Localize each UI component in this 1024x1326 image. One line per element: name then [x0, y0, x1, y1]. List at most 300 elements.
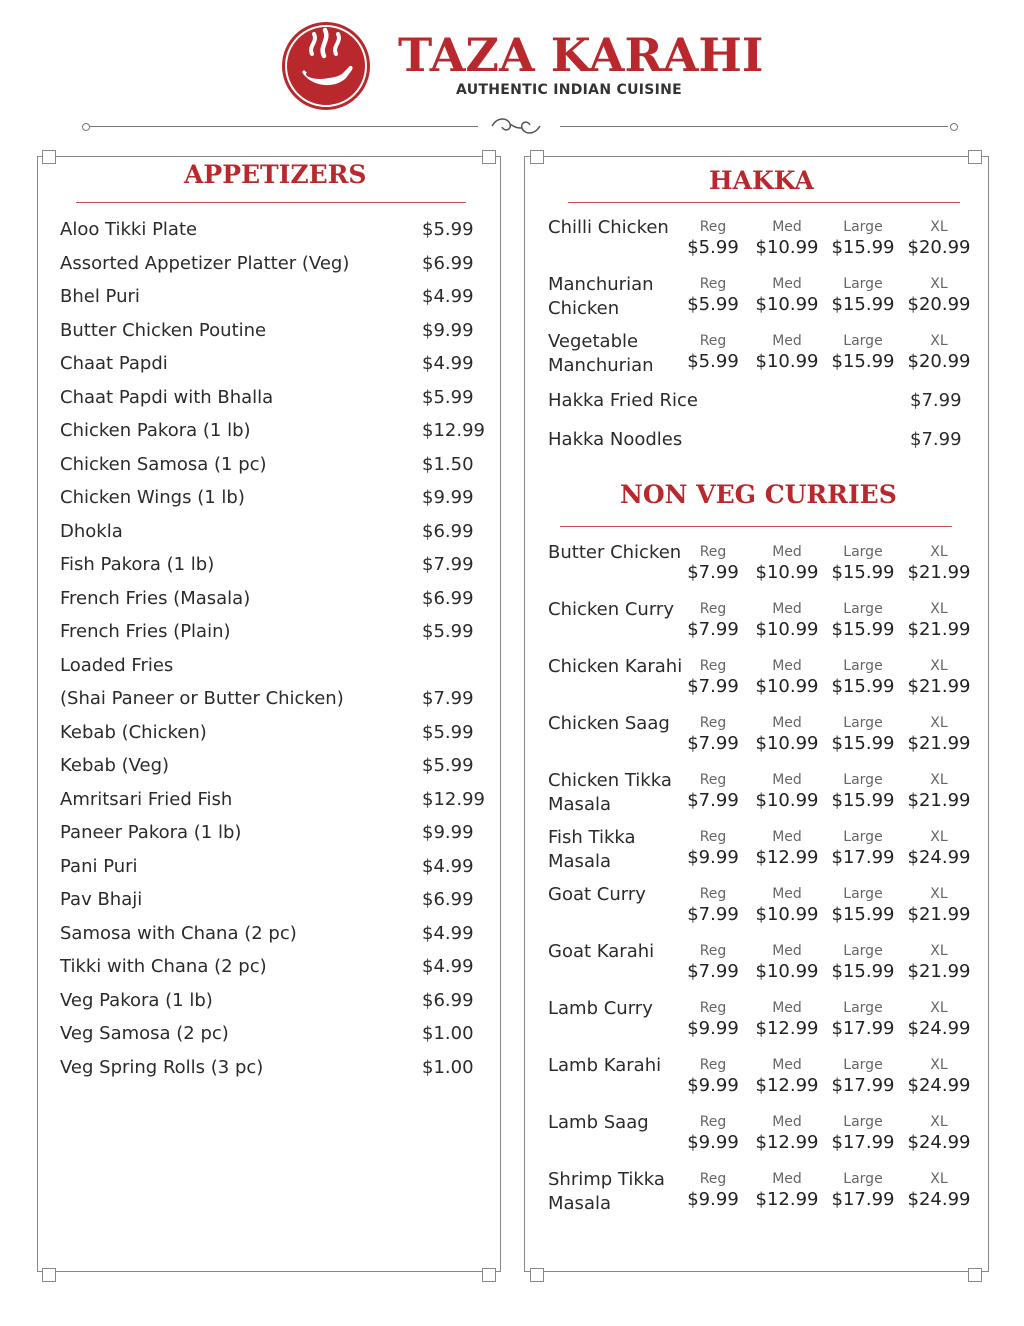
menu-item	[60, 353, 490, 381]
size-option	[830, 942, 896, 984]
size-option	[830, 771, 896, 813]
appetizers-title-rule	[76, 202, 466, 203]
size-option	[906, 828, 972, 870]
item-name: Kebab (Chicken)	[60, 721, 207, 743]
size-option	[754, 1170, 820, 1212]
item-name: Kebab (Veg)	[60, 755, 170, 776]
size-price: $7.99	[687, 961, 739, 982]
size-option	[680, 1056, 746, 1098]
size-price: $12.99	[755, 1075, 819, 1096]
menu-item	[548, 390, 968, 416]
size-price: $20.99	[907, 294, 971, 315]
item-price: $5.99	[422, 386, 474, 408]
size-label: Large	[843, 829, 883, 845]
size-option	[906, 657, 972, 699]
size-price: $24.99	[907, 847, 971, 868]
size-label: XL	[930, 1114, 948, 1130]
size-option	[680, 1170, 746, 1212]
item-price: $5.99	[422, 219, 474, 240]
menu-item	[548, 769, 978, 821]
size-price: $17.99	[831, 847, 895, 868]
item-name: Loaded Fries	[60, 654, 174, 676]
size-price: $15.99	[831, 294, 895, 315]
size-option	[830, 1056, 896, 1098]
size-label: XL	[930, 886, 948, 902]
menu-item	[60, 253, 490, 281]
size-label: Large	[843, 715, 883, 731]
item-name: Chicken Samosa (1 pc)	[60, 453, 267, 475]
size-option	[680, 999, 746, 1041]
item-name: French Fries (Plain)	[60, 621, 231, 642]
size-price: $7.99	[687, 790, 739, 811]
menu-item	[548, 1054, 978, 1106]
size-label: Large	[843, 276, 883, 292]
size-price: $10.99	[755, 733, 819, 754]
size-price: $21.99	[907, 904, 971, 925]
size-label: Reg	[699, 276, 727, 292]
size-price: $15.99	[831, 562, 895, 583]
size-option	[906, 218, 972, 260]
size-price: $15.99	[831, 904, 895, 925]
size-option	[906, 771, 972, 813]
size-option	[830, 275, 896, 317]
item-name: Amritsari Fried Fish	[60, 788, 233, 810]
size-option	[906, 600, 972, 642]
corner-ornament	[530, 1268, 544, 1282]
size-option	[754, 714, 820, 756]
karahi-steam-icon	[282, 22, 370, 110]
size-label: Reg	[699, 601, 727, 617]
size-label: Reg	[699, 544, 727, 560]
item-name: Goat Karahi	[548, 941, 655, 962]
size-option	[754, 543, 820, 585]
size-label: Reg	[699, 1057, 727, 1073]
menu-item	[60, 554, 490, 582]
size-price: $10.99	[755, 619, 819, 640]
item-price: $9.99	[422, 487, 474, 508]
size-option	[830, 600, 896, 642]
flourish-ornament-icon	[488, 114, 544, 138]
size-label: Reg	[699, 772, 727, 788]
size-label: Large	[843, 1114, 883, 1130]
item-name: Vegetable Manchurian	[548, 331, 654, 376]
size-option	[906, 543, 972, 585]
size-option	[906, 275, 972, 317]
size-price: $15.99	[831, 961, 895, 982]
menu-item	[60, 655, 490, 683]
size-label: Med	[772, 886, 802, 902]
corner-ornament	[482, 150, 496, 164]
brand-title: TAZA KARAHI	[398, 28, 764, 82]
item-price: $9.99	[422, 822, 474, 843]
size-label: XL	[930, 333, 948, 349]
size-option	[754, 1113, 820, 1155]
size-label: XL	[930, 829, 948, 845]
item-price: $9.99	[422, 319, 474, 341]
size-price: $17.99	[831, 1075, 895, 1096]
item-name: Chicken Tikka Masala	[548, 770, 672, 815]
divider-dot-left	[82, 123, 90, 131]
size-option	[680, 543, 746, 585]
size-label: XL	[930, 715, 948, 731]
size-price: $15.99	[831, 351, 895, 372]
item-name: Manchurian Chicken	[548, 274, 654, 319]
size-price: $15.99	[831, 790, 895, 811]
menu-item	[60, 219, 490, 247]
size-option	[830, 1170, 896, 1212]
item-price: $6.99	[422, 252, 474, 274]
size-label: Reg	[699, 715, 727, 731]
non-veg-curries-title: NON VEG CURRIES	[620, 480, 897, 509]
item-price: $4.99	[422, 956, 474, 977]
size-price: $20.99	[907, 351, 971, 372]
size-label: Med	[772, 544, 802, 560]
item-name: Butter Chicken	[548, 542, 682, 563]
menu-item	[60, 420, 490, 448]
item-name: Veg Spring Rolls (3 pc)	[60, 1056, 264, 1078]
menu-item	[60, 487, 490, 515]
item-name: Pani Puri	[60, 855, 138, 877]
menu-item	[548, 1111, 978, 1163]
non-veg-curries-title-rule	[560, 526, 952, 527]
size-label: Med	[772, 772, 802, 788]
size-option	[680, 600, 746, 642]
size-price: $9.99	[687, 1132, 739, 1153]
size-label: Reg	[699, 1171, 727, 1187]
size-option	[680, 218, 746, 260]
size-option	[906, 885, 972, 927]
size-price: $15.99	[831, 619, 895, 640]
size-price: $15.99	[831, 237, 895, 258]
size-price: $9.99	[687, 847, 739, 868]
divider-line-left	[90, 126, 478, 127]
item-price: $7.99	[910, 390, 962, 411]
size-price: $7.99	[687, 676, 739, 697]
size-label: XL	[930, 219, 948, 235]
item-name: Veg Samosa (2 pc)	[60, 1023, 229, 1044]
size-price: $10.99	[755, 676, 819, 697]
size-label: Large	[843, 1000, 883, 1016]
divider-dot-right	[950, 123, 958, 131]
item-name: Fish Tikka Masala	[548, 827, 636, 872]
menu-item	[548, 940, 978, 992]
size-option	[680, 771, 746, 813]
size-label: Reg	[699, 658, 727, 674]
size-price: $5.99	[687, 237, 739, 258]
item-name: Fish Pakora (1 lb)	[60, 554, 215, 575]
size-option	[754, 218, 820, 260]
item-name: French Fries (Masala)	[60, 587, 251, 609]
menu-item	[60, 588, 490, 616]
size-option	[906, 332, 972, 374]
item-price: $4.99	[422, 286, 474, 307]
item-name: Chicken Saag	[548, 713, 670, 734]
menu-item	[60, 722, 490, 750]
menu-item	[60, 889, 490, 917]
size-label: Med	[772, 715, 802, 731]
item-price: $5.99	[422, 755, 474, 776]
size-label: Med	[772, 829, 802, 845]
size-price: $12.99	[755, 847, 819, 868]
size-option	[754, 771, 820, 813]
menu-item	[548, 216, 978, 268]
size-label: Large	[843, 772, 883, 788]
size-option	[680, 275, 746, 317]
menu-item	[60, 755, 490, 783]
appetizers-title: APPETIZERS	[184, 160, 367, 189]
size-option	[906, 1056, 972, 1098]
size-option	[906, 999, 972, 1041]
size-price: $10.99	[755, 961, 819, 982]
item-name: Paneer Pakora (1 lb)	[60, 822, 242, 843]
menu-item	[548, 541, 978, 593]
item-name: Dhokla	[60, 520, 123, 542]
item-name: Hakka Noodles	[548, 429, 683, 450]
size-label: XL	[930, 1057, 948, 1073]
menu-item	[60, 856, 490, 884]
size-price: $10.99	[755, 294, 819, 315]
corner-ornament	[42, 150, 56, 164]
size-option	[680, 828, 746, 870]
size-price: $9.99	[687, 1189, 739, 1210]
item-name: Shrimp Tikka Masala	[548, 1169, 665, 1214]
item-price: $1.00	[422, 1023, 474, 1044]
size-option	[754, 942, 820, 984]
size-price: $9.99	[687, 1075, 739, 1096]
size-label: Med	[772, 1057, 802, 1073]
menu-item	[60, 454, 490, 482]
size-price: $17.99	[831, 1018, 895, 1039]
item-name: Aloo Tikki Plate	[60, 219, 198, 240]
item-name: Lamb Karahi	[548, 1055, 662, 1076]
item-name: Tikki with Chana (2 pc)	[60, 956, 267, 977]
size-label: Med	[772, 601, 802, 617]
size-label: XL	[930, 772, 948, 788]
item-price: $7.99	[422, 554, 474, 575]
item-price: $5.99	[422, 721, 474, 743]
size-price: $7.99	[687, 733, 739, 754]
size-price: $21.99	[907, 733, 971, 754]
size-option	[830, 218, 896, 260]
menu-item	[548, 883, 978, 935]
item-name: Chicken Karahi	[548, 656, 683, 677]
size-label: Reg	[699, 219, 727, 235]
size-label: Large	[843, 601, 883, 617]
item-price: $6.99	[422, 587, 474, 609]
size-option	[906, 714, 972, 756]
menu-item	[60, 320, 490, 348]
size-price: $24.99	[907, 1075, 971, 1096]
size-price: $20.99	[907, 237, 971, 258]
size-price: $24.99	[907, 1189, 971, 1210]
size-price: $9.99	[687, 1018, 739, 1039]
size-label: XL	[930, 1000, 948, 1016]
item-name: Samosa with Chana (2 pc)	[60, 922, 297, 944]
size-price: $17.99	[831, 1189, 895, 1210]
size-label: XL	[930, 658, 948, 674]
size-label: Large	[843, 1057, 883, 1073]
size-label: XL	[930, 544, 948, 560]
item-name: Lamb Curry	[548, 998, 653, 1019]
size-label: Large	[843, 333, 883, 349]
size-option	[754, 275, 820, 317]
size-option	[754, 600, 820, 642]
size-label: Med	[772, 1114, 802, 1130]
size-option	[830, 332, 896, 374]
size-option	[754, 332, 820, 374]
item-name: Chilli Chicken	[548, 217, 669, 238]
size-option	[680, 885, 746, 927]
size-option	[680, 332, 746, 374]
menu-item	[60, 621, 490, 649]
size-label: XL	[930, 943, 948, 959]
size-option	[680, 942, 746, 984]
size-price: $12.99	[755, 1018, 819, 1039]
size-label: Reg	[699, 886, 727, 902]
size-label: Large	[843, 544, 883, 560]
size-option	[830, 999, 896, 1041]
size-price: $10.99	[755, 351, 819, 372]
item-name: Goat Curry	[548, 884, 646, 905]
menu-item	[60, 923, 490, 951]
item-price: $4.99	[422, 922, 474, 944]
menu-item	[60, 521, 490, 549]
menu-item	[60, 1057, 490, 1085]
menu-item	[60, 387, 490, 415]
menu-item	[548, 997, 978, 1049]
size-label: Med	[772, 943, 802, 959]
size-label: Large	[843, 943, 883, 959]
menu-item	[60, 822, 490, 850]
size-option	[830, 714, 896, 756]
item-price: $12.99	[422, 420, 485, 441]
menu-item	[60, 990, 490, 1018]
size-price: $15.99	[831, 733, 895, 754]
size-price: $10.99	[755, 904, 819, 925]
size-option	[680, 1113, 746, 1155]
size-price: $24.99	[907, 1018, 971, 1039]
item-name: Chaat Papdi	[60, 353, 168, 374]
size-label: Large	[843, 219, 883, 235]
size-price: $7.99	[687, 562, 739, 583]
size-price: $10.99	[755, 237, 819, 258]
size-price: $21.99	[907, 961, 971, 982]
item-price: $6.99	[422, 889, 474, 910]
size-label: Large	[843, 1171, 883, 1187]
size-label: Med	[772, 333, 802, 349]
corner-ornament	[42, 1268, 56, 1282]
size-option	[830, 828, 896, 870]
size-option	[830, 1113, 896, 1155]
hakka-title-rule	[568, 202, 960, 203]
size-option	[754, 999, 820, 1041]
item-price: $6.99	[422, 520, 474, 542]
size-label: XL	[930, 601, 948, 617]
item-price: $1.50	[422, 453, 474, 475]
size-label: XL	[930, 1171, 948, 1187]
menu-item	[548, 429, 968, 455]
size-option	[680, 714, 746, 756]
brand-subtitle: AUTHENTIC INDIAN CUISINE	[456, 82, 683, 98]
size-label: Med	[772, 658, 802, 674]
menu-item	[60, 1023, 490, 1051]
size-option	[830, 885, 896, 927]
size-option	[680, 657, 746, 699]
item-price: $1.00	[422, 1056, 474, 1078]
size-option	[754, 1056, 820, 1098]
size-option	[830, 543, 896, 585]
item-name: Chicken Pakora (1 lb)	[60, 420, 251, 441]
item-name: Hakka Fried Rice	[548, 390, 698, 411]
corner-ornament	[968, 150, 982, 164]
corner-ornament	[968, 1268, 982, 1282]
size-label: Med	[772, 276, 802, 292]
size-price: $5.99	[687, 351, 739, 372]
size-price: $21.99	[907, 790, 971, 811]
size-label: Med	[772, 1171, 802, 1187]
size-label: Reg	[699, 1114, 727, 1130]
item-price: $7.99	[910, 429, 962, 450]
menu-item	[60, 286, 490, 314]
size-price: $24.99	[907, 1132, 971, 1153]
size-option	[906, 942, 972, 984]
item-name: Lamb Saag	[548, 1112, 649, 1133]
size-label: Reg	[699, 829, 727, 845]
item-price: $6.99	[422, 989, 474, 1011]
item-price: $5.99	[422, 621, 474, 642]
size-label: Med	[772, 219, 802, 235]
size-option	[906, 1113, 972, 1155]
size-price: $7.99	[687, 619, 739, 640]
item-name: Veg Pakora (1 lb)	[60, 989, 213, 1011]
menu-item	[548, 655, 978, 707]
logo-badge	[282, 22, 370, 110]
menu-item	[60, 789, 490, 817]
item-price: $4.99	[422, 855, 474, 877]
item-price: $4.99	[422, 353, 474, 374]
size-option	[754, 657, 820, 699]
size-label: Reg	[699, 333, 727, 349]
menu-item	[548, 330, 978, 382]
item-price: $7.99	[422, 688, 474, 709]
size-price: $5.99	[687, 294, 739, 315]
item-name: Assorted Appetizer Platter (Veg)	[60, 252, 350, 274]
item-name: Pav Bhaji	[60, 889, 143, 910]
item-name: (Shai Paneer or Butter Chicken)	[60, 688, 344, 709]
item-name: Chaat Papdi with Bhalla	[60, 386, 274, 408]
size-label: Reg	[699, 1000, 727, 1016]
size-price: $12.99	[755, 1132, 819, 1153]
size-price: $17.99	[831, 1132, 895, 1153]
menu-item	[548, 712, 978, 764]
size-price: $21.99	[907, 562, 971, 583]
size-option	[754, 885, 820, 927]
item-name: Chicken Curry	[548, 599, 674, 620]
size-price: $15.99	[831, 676, 895, 697]
size-price: $7.99	[687, 904, 739, 925]
size-option	[906, 1170, 972, 1212]
size-option	[830, 657, 896, 699]
size-label: Reg	[699, 943, 727, 959]
menu-item	[548, 1168, 978, 1220]
size-label: XL	[930, 276, 948, 292]
item-name: Bhel Puri	[60, 286, 140, 307]
menu-item	[548, 598, 978, 650]
menu-item	[60, 688, 490, 716]
size-option	[754, 828, 820, 870]
size-label: Large	[843, 886, 883, 902]
size-price: $10.99	[755, 790, 819, 811]
